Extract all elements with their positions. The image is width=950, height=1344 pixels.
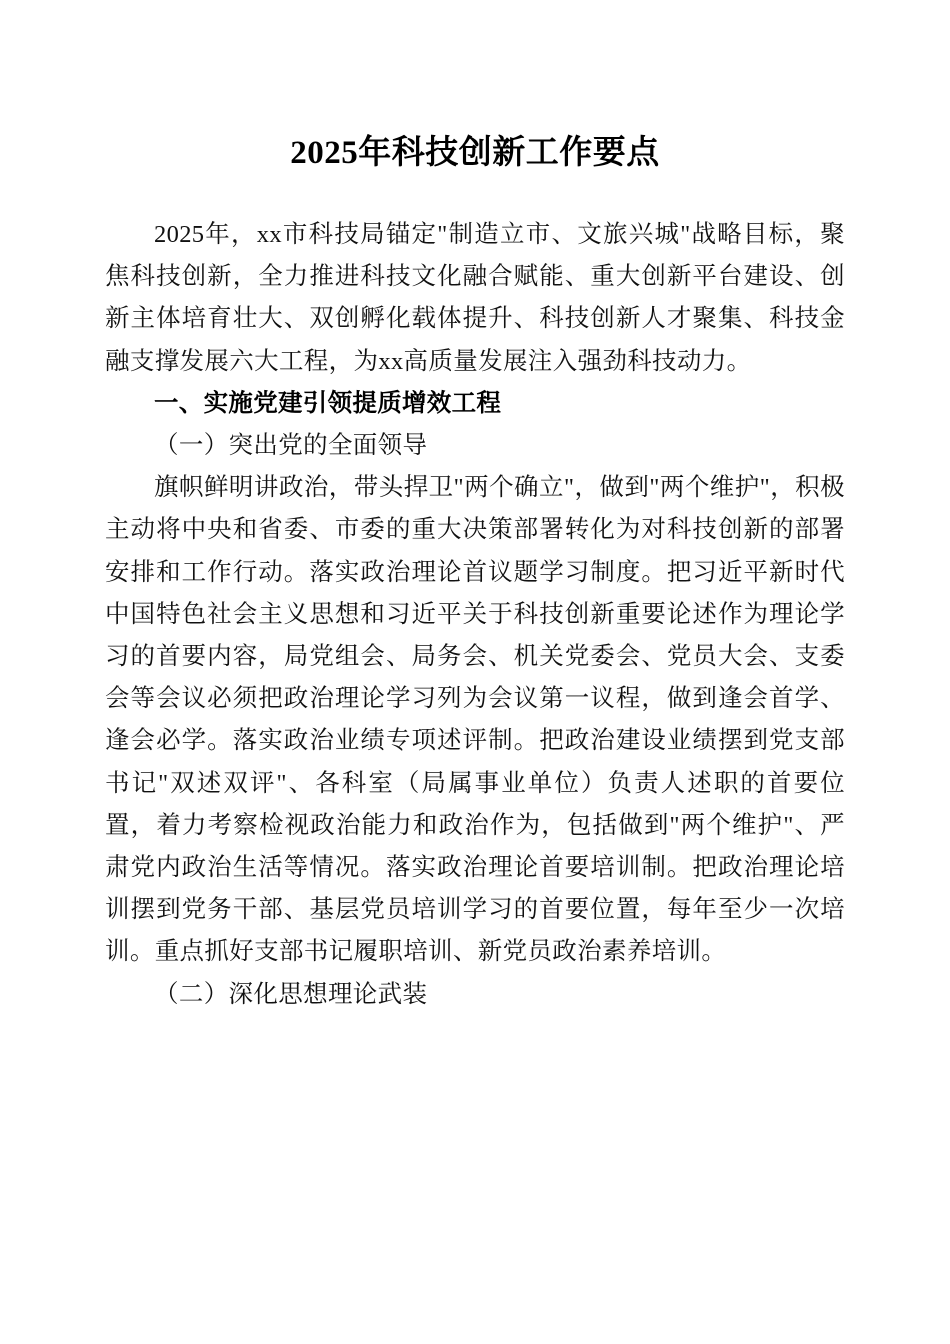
body-paragraph-1: 旗帜鲜明讲政治，带头捍卫"两个确立"，做到"两个维护"，积极主动将中央和省委、市委的重大决策部署转化为对科技创新的部署安排和工作行动。落实政治理论首议题学习制度。把习近平新时代中国特色社会主义思想和习近平关于科技创新重要论述作为理论学习的首要内容，局党组会、局务会、机关党委会、党员大会、支委会等会议必须把政治理论学习列为会议第一议程，做到逢会首学、逢会必学。落实政治业绩专项述评制。把政治建设业绩摆到党支部书记"双述双评"、各科室（局属事业单位）负责人述职的首要位置，着力考察检视政治能力和政治作为，包括做到"两个维护"、严肃党内政治生活等情况。落实政治理论首要培训制。把政治理论培训摆到党务干部、基层党员培训学习的首要位置，每年至少一次培训。重点抓好支部书记履职培训、新党员政治素养培训。 bbox=[105, 474, 845, 966]
subsection-heading-2: （二）深化思想理论武装 bbox=[154, 980, 428, 1008]
intro-paragraph: 2025年，xx市科技局锚定"制造立市、文旅兴城"战略目标，聚焦科技创新，全力推进科技文化融合赋能、重大创新平台建设、创新主体培育壮大、双创孵化载体提升、科技创新人才聚集、科技金融支撑发展六大工程，为xx高质量发展注入强劲科技动力。 bbox=[105, 221, 845, 375]
subsection-heading-1: （一）突出党的全面领导 bbox=[154, 432, 428, 460]
document-content bbox=[105, 0, 845, 1016]
page-title: 2025年科技创新工作要点 bbox=[290, 135, 660, 171]
section-heading-1: 一、实施党建引领提质增效工程 bbox=[154, 389, 502, 417]
